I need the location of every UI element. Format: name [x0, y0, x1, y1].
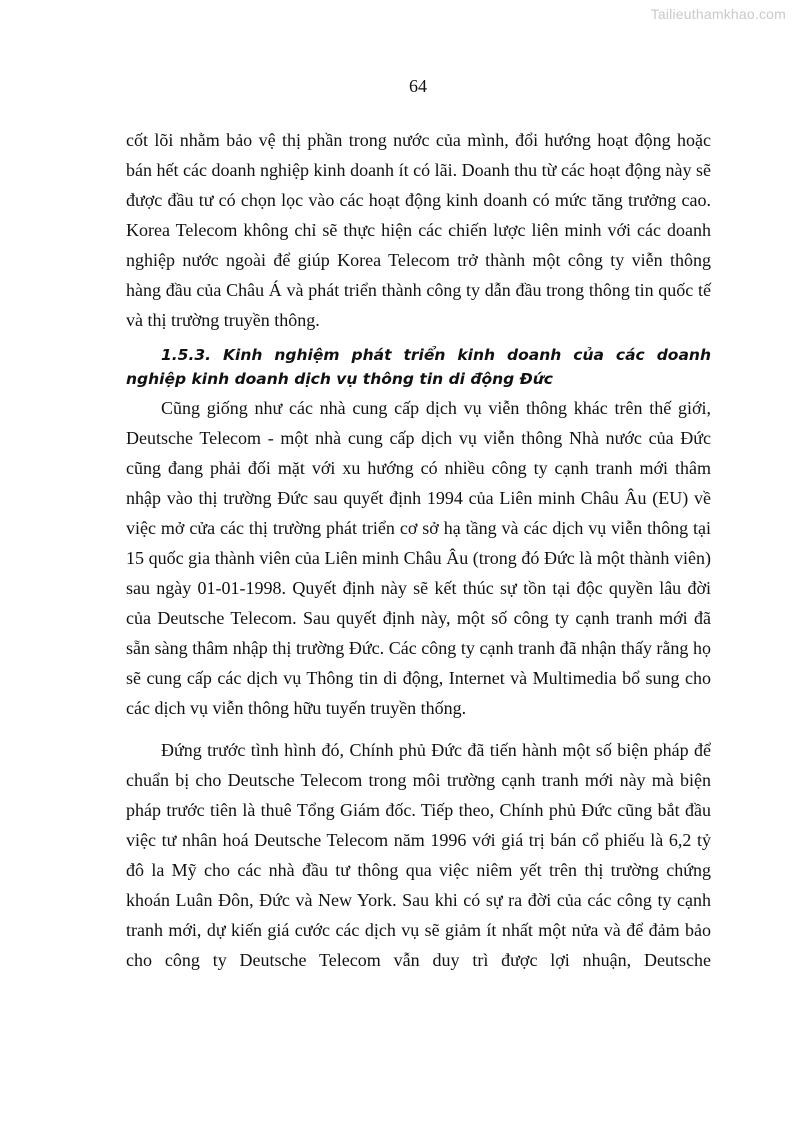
watermark-text: Tailieuthamkhao.com [650, 6, 786, 22]
document-body [126, 125, 711, 975]
paragraph-1: cốt lõi nhằm bảo vệ thị phần trong nước của mình, đổi hướng hoạt động hoặc bán hết các doanh nghiệp kinh doanh ít có lãi. Doanh thu từ các hoạt động này sẽ được đầu tư có chọn lọc vào các hoạt động kinh doanh có mức tăng trưởng cao. Korea Telecom không chỉ sẽ thực hiện các chiến lược liên minh với các doanh nghiệp nước ngoài để giúp Korea Telecom trở thành một công ty viễn thông hàng đầu của Châu Á và phát triển thành công ty dẫn đầu trong thông tin quốc tế và thị trường truyền thông. [126, 130, 711, 330]
section-heading: 1.5.3. Kinh nghiệm phát triển kinh doanh của các doanh nghiệp kinh doanh dịch vụ thông tin di động Đức [126, 346, 711, 388]
page-number: 64 [409, 76, 427, 96]
paragraph-2: Cũng giống như các nhà cung cấp dịch vụ viễn thông khác trên thế giới, Deutsche Telecom - một nhà cung cấp dịch vụ viễn thông Nhà nước của Đức cũng đang phải đối mặt với xu hướng có nhiều công ty cạnh tranh mới thâm nhập vào thị trường Đức sau quyết định 1994 của Liên minh Châu Âu (EU) về việc mở cửa các thị trường phát triển cơ sở hạ tầng và các dịch vụ viễn thông tại 15 quốc gia thành viên của Liên minh Châu Âu (trong đó Đức là một thành viên) sau ngày 01-01-1998. Quyết định này sẽ kết thúc sự tồn tại độc quyền lâu đời của Deutsche Telecom. Sau quyết định này, một số công ty cạnh tranh mới đã sẵn sàng thâm nhập thị trường Đức. Các công ty cạnh tranh đã nhận thấy rằng họ sẽ cung cấp các dịch vụ Thông tin di động, Internet và Multimedia bổ sung cho các dịch vụ viễn thông hữu tuyến truyền thống. [126, 398, 711, 718]
paragraph-3: Đứng trước tình hình đó, Chính phủ Đức đã tiến hành một số biện pháp để chuẩn bị cho Deutsche Telecom trong môi trường cạnh tranh mới này mà biện pháp trước tiên là thuê Tổng Giám đốc. Tiếp theo, Chính phủ Đức cũng bắt đầu việc tư nhân hoá Deutsche Telecom năm 1996 với giá trị bán cổ phiếu là 6,2 tỷ đô la Mỹ cho các nhà đầu tư thông qua việc niêm yết trên thị trường chứng khoán Luân Đôn, Đức và New York. Sau khi có sự ra đời của các công ty cạnh tranh mới, dự kiến giá cước các dịch vụ sẽ giảm ít nhất một nửa và để đảm bảo cho công ty Deutsche Telecom vẫn duy trì được lợi nhuận, Deutsche [126, 740, 711, 970]
